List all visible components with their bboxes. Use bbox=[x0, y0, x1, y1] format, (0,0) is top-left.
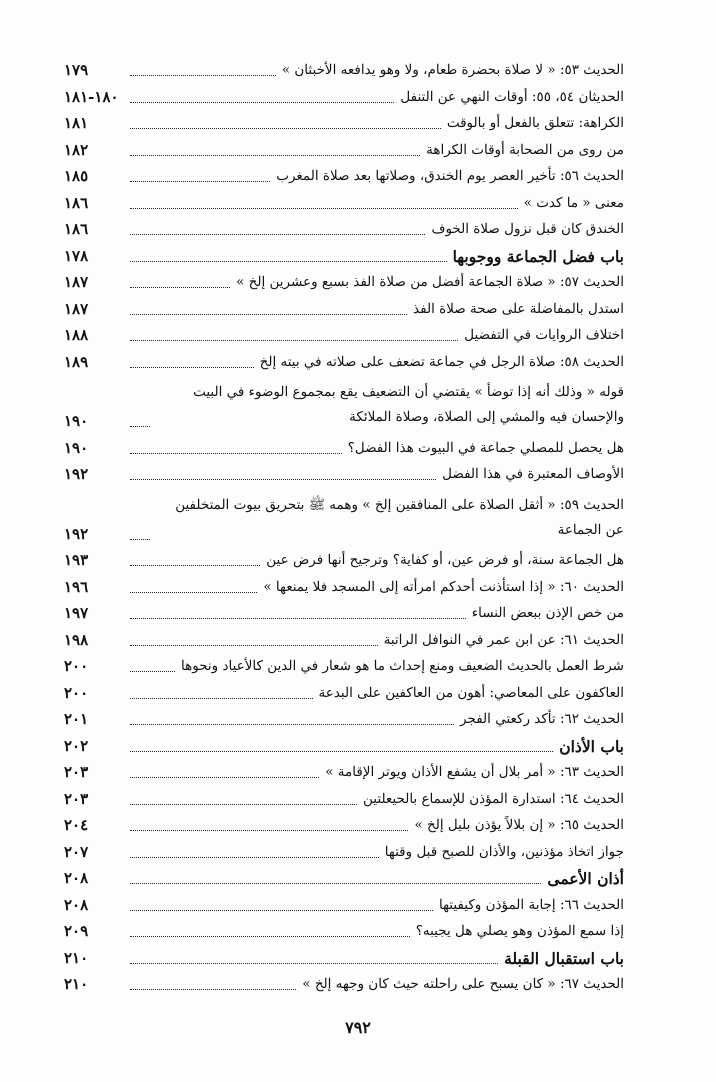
entry-page-number: ٢٠٤ bbox=[64, 816, 89, 834]
entry-text: الحديث ٥٦: تأخير العصر يوم الخندق، وصلاتها بعد صلاة المغرب bbox=[276, 168, 624, 184]
entry-text: الحديث ٥٨: صلاة الرجل في جماعة تضعف على صلاته في بيته إلخ bbox=[259, 353, 624, 370]
dot-leader bbox=[130, 453, 342, 454]
entry-text: من خص الإذن ببعض النساء bbox=[471, 605, 624, 621]
toc-entry bbox=[64, 791, 624, 808]
entry-text: الحديث ٥٣: « لا صلاة بحضرة طعام، ولا وهو يدافعه الأخبثان » bbox=[281, 62, 624, 78]
toc-entry bbox=[64, 466, 624, 483]
entry-page-number: ١٨٢ bbox=[64, 140, 89, 159]
entry-text: معنى « ما كدت » bbox=[523, 194, 624, 211]
entry-text: العاكفون على المعاصي: أهون من العاكفين على البدعة bbox=[318, 684, 624, 701]
toc-entry bbox=[64, 923, 624, 940]
section-heading: باب استقبال القبلة bbox=[504, 948, 624, 968]
toc-entry bbox=[64, 764, 624, 781]
entry-text: شرط العمل بالحديث الضعيف ومنع إحداث ما هو شعار في الدين كالأعياد ونحوها bbox=[180, 658, 624, 674]
section-heading: أذان الأعمى bbox=[547, 869, 624, 888]
entry-text: الحديث ٦٣: « أمر بلال أن يشفع الأذان ويوتر الإقامة » bbox=[325, 764, 624, 780]
dot-leader bbox=[130, 910, 433, 911]
section-heading-row bbox=[64, 248, 624, 265]
entry-text: الخندق كان قبل نزول صلاة الخوف bbox=[431, 221, 624, 237]
dot-leader bbox=[130, 936, 410, 937]
toc-entry bbox=[64, 115, 624, 132]
entry-page-number: ٢٠٨ bbox=[64, 895, 89, 914]
toc-entry bbox=[64, 976, 624, 993]
dot-leader bbox=[130, 724, 454, 725]
section-heading-row bbox=[64, 950, 624, 967]
entry-page-number: ١٩٠ bbox=[64, 412, 89, 430]
dot-leader bbox=[130, 367, 254, 368]
entry-page-number: ٢٠٩ bbox=[64, 922, 89, 940]
entry-page-number: ٢١٠ bbox=[64, 975, 89, 993]
dot-leader bbox=[130, 751, 553, 752]
entry-text: الحديث ٦٠: « إذا استأذنت أحدكم امرأته إلى المسجد فلا يمنعها » bbox=[263, 578, 624, 595]
dot-leader bbox=[130, 830, 408, 831]
entry-text: هل الجماعة سنة، أو فرض عين، أو كفاية؟ وترجيح أنها فرض عين bbox=[266, 552, 624, 568]
dot-leader bbox=[130, 989, 296, 990]
entry-text: اختلاف الروايات في التفضيل bbox=[464, 327, 624, 343]
dot-leader bbox=[130, 155, 420, 156]
dot-leader bbox=[130, 75, 276, 76]
entry-page-number: ١٨٨ bbox=[64, 326, 89, 344]
entry-text: الحديثان ٥٤، ٥٥: أوقات النهي عن التنفل bbox=[400, 88, 624, 105]
entry-page-number: ١٩٢ bbox=[64, 465, 89, 483]
dot-leader bbox=[130, 618, 466, 619]
toc-entry bbox=[64, 168, 624, 185]
entry-page-number: ١٨٧ bbox=[64, 299, 89, 318]
entry-page-number: ١٨٦ bbox=[64, 193, 89, 212]
toc-entry bbox=[64, 817, 624, 834]
entry-page-number: ١٨٩ bbox=[64, 352, 89, 371]
entry-text: الكراهة: تتعلق بالفعل أو بالوقت bbox=[446, 115, 624, 131]
toc-entry bbox=[64, 62, 624, 79]
entry-text: هل يحصل للمصلي جماعة في البيوت هذا الفضل؟ bbox=[347, 439, 624, 456]
entry-text: استدل بالمفاضلة على صحة صلاة الفذ bbox=[413, 300, 624, 317]
toc-entry bbox=[64, 195, 624, 212]
entry-page-number: ١٧٩ bbox=[64, 61, 89, 79]
dot-leader bbox=[130, 102, 394, 103]
entry-page-number: ١٩٧ bbox=[64, 604, 89, 622]
section-heading-row bbox=[64, 870, 624, 887]
dot-leader bbox=[130, 426, 150, 427]
entry-text: إذا سمع المؤذن وهو يصلي هل يجيبه؟ bbox=[415, 923, 624, 939]
dot-leader bbox=[130, 565, 260, 566]
entry-page-number: ٢٠٢ bbox=[64, 736, 89, 755]
entry-page-number: ٢١٠ bbox=[64, 948, 89, 967]
toc-entry bbox=[64, 605, 624, 622]
dot-leader bbox=[130, 261, 447, 262]
entry-text: الحديث ٦٤: استدارة المؤذن للإسماع بالحيعلتين bbox=[363, 790, 624, 807]
entry-page-number: ١٩٠ bbox=[64, 438, 89, 457]
toc-entry bbox=[64, 579, 624, 596]
dot-leader bbox=[130, 181, 270, 182]
toc-entry bbox=[64, 897, 624, 914]
entry-text: الحديث ٦٧: « كان يسبح على راحلته حيث كان وجهه إلخ » bbox=[302, 976, 624, 992]
entry-text: الحديث ٦٥: « إن بلالاً يؤذن بليل إلخ » bbox=[414, 817, 624, 833]
entry-page-number: ١٨١ bbox=[64, 114, 89, 132]
toc-entry bbox=[64, 711, 624, 728]
toc-entry bbox=[64, 632, 624, 649]
entry-text: الأوصاف المعتبرة في هذا الفضل bbox=[442, 466, 624, 482]
entry-page-number: ١٩٢ bbox=[64, 524, 89, 543]
section-heading: باب الأذان bbox=[559, 736, 624, 756]
toc-entry bbox=[64, 327, 624, 344]
dot-leader bbox=[130, 592, 257, 593]
toc-entry bbox=[64, 440, 624, 457]
entry-text: الحديث ٦١: عن ابن عمر في النوافل الراتبة bbox=[383, 631, 624, 648]
dot-leader bbox=[130, 777, 319, 778]
toc-entry bbox=[64, 301, 624, 318]
dot-leader bbox=[130, 804, 357, 805]
page-number: ٧٩٢ bbox=[345, 1018, 371, 1037]
entry-page-number: ٢٠١ bbox=[64, 710, 89, 728]
entry-text: الحديث ٥٧: « صلاة الجماعة أفضل من صلاة الفذ بسبع وعشرين إلخ » bbox=[236, 274, 624, 290]
dot-leader bbox=[130, 539, 150, 540]
toc-entry bbox=[64, 142, 624, 159]
section-heading: باب فضل الجماعة ووجوبها bbox=[452, 246, 624, 266]
toc-entry bbox=[64, 89, 624, 106]
toc-entry bbox=[64, 354, 624, 371]
dot-leader bbox=[130, 479, 436, 480]
toc-entry bbox=[64, 685, 624, 702]
dot-leader bbox=[130, 340, 458, 341]
dot-leader bbox=[130, 857, 379, 858]
entry-text: الحديث ٦٦: إجابة المؤذن وكيفيتها bbox=[438, 896, 624, 913]
toc-entry bbox=[64, 380, 624, 430]
entry-page-number: ١٨٥ bbox=[64, 167, 89, 185]
dot-leader bbox=[130, 671, 175, 672]
entry-page-number: ١٧٨ bbox=[64, 246, 89, 265]
entry-page-number: ١٨٧ bbox=[64, 273, 89, 291]
entry-text: الحديث ٥٩: « أثقل الصلاة على المنافقين إلخ » وهمه ﷺ بتحريق بيوت المتخلفين عن الجماعة bbox=[175, 496, 624, 538]
entry-page-number: ٢٠٣ bbox=[64, 789, 89, 808]
entry-page-number: ١٨٦ bbox=[64, 220, 89, 238]
dot-leader bbox=[130, 314, 407, 315]
dot-leader bbox=[130, 883, 541, 884]
dot-leader bbox=[130, 128, 441, 129]
entry-page-number: ١٨٠-١٨١ bbox=[64, 87, 119, 106]
entry-page-number: ١٩٦ bbox=[64, 577, 89, 596]
entry-page-number: ٢٠٨ bbox=[64, 869, 89, 887]
entry-page-number: ١٩٨ bbox=[64, 630, 89, 649]
entry-text: الحديث ٦٢: تأكد ركعتي الفجر bbox=[460, 711, 624, 727]
entry-page-number: ٢٠٣ bbox=[64, 763, 89, 781]
toc-entry bbox=[64, 493, 624, 543]
section-heading-row bbox=[64, 738, 624, 755]
dot-leader bbox=[130, 645, 378, 646]
entry-text: من روى من الصحابة أوقات الكراهة bbox=[426, 141, 624, 158]
toc-entry bbox=[64, 274, 624, 291]
entry-text: جواز اتخاذ مؤذنين، والأذان للصبح قبل وقتها bbox=[384, 843, 624, 860]
entry-text: قوله « وذلك أنه إذا توضأ » يقتضي أن التضعيف يقع بمجموع الوضوء في البيت والإحسان فيه والمشي إلى الصلاة، وصلاة الملائكة bbox=[193, 384, 624, 425]
toc-entry bbox=[64, 221, 624, 238]
table-of-contents bbox=[64, 62, 624, 993]
dot-leader bbox=[130, 963, 498, 964]
entry-page-number: ١٩٣ bbox=[64, 551, 89, 569]
dot-leader bbox=[130, 698, 313, 699]
dot-leader bbox=[130, 287, 230, 288]
toc-entry bbox=[64, 658, 624, 675]
entry-page-number: ٢٠٠ bbox=[64, 683, 89, 702]
entry-page-number: ٢٠٠ bbox=[64, 657, 89, 675]
dot-leader bbox=[130, 234, 425, 235]
entry-page-number: ٢٠٧ bbox=[64, 842, 89, 861]
toc-entry bbox=[64, 552, 624, 569]
toc-entry bbox=[64, 844, 624, 861]
dot-leader bbox=[130, 208, 518, 209]
